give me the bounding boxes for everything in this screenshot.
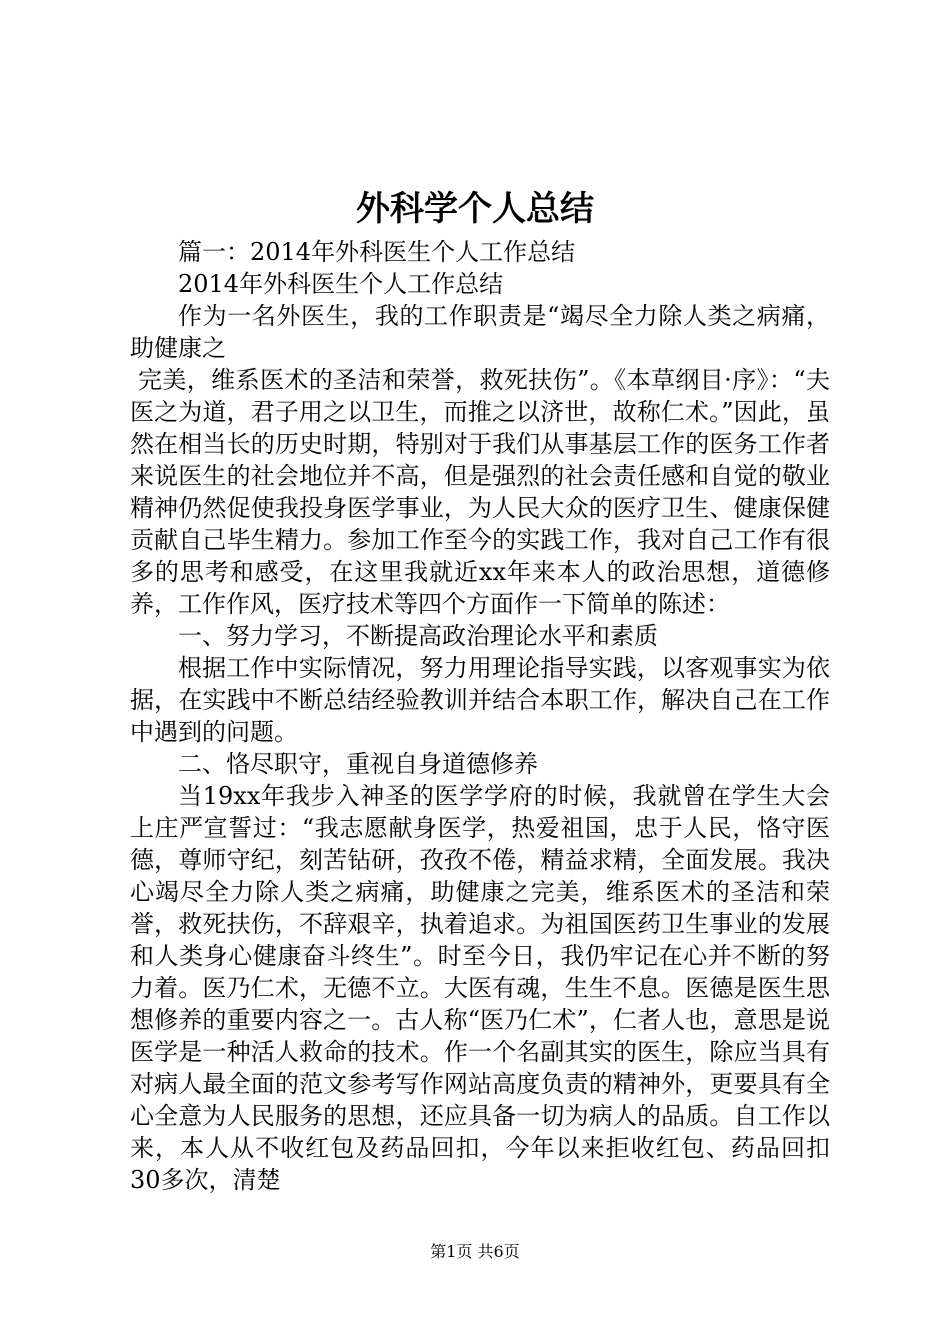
paragraph: 2014年外科医生个人工作总结 — [178, 270, 504, 298]
paragraph: 完美，维系医术的圣洁和荣誉，救死扶伤”。《本草纲目·序》：“夫医之为道，君子用之以卫生，而推之以济世，故称仁术。”因此，虽然在相当长的历史时期，特别对于我们从事基层工作的医务工作者来说医生的社会地位并不高，但是强烈的社会责任感和自觉的敬业精神仍然促使我投身医学事业，为人民大众的医疗卫生、健康保健贡献自己毕生精力。参加工作至今的实践工作，我对自己工作有很多的思考和感受，在这里我就近xx年来本人的政治思想，道德修养，工作作风，医疗技术等四个方面作一下简单的陈述： — [130, 366, 830, 618]
document-title: 外科学个人总结 — [356, 189, 594, 229]
document-body — [130, 236, 830, 1196]
paragraph: 当19xx年我步入神圣的医学学府的时候，我就曾在学生大会上庄严宣誓过：“我志愿献身医学，热爱祖国，忠于人民，恪守医德，尊师守纪，刻苦钻研，孜孜不倦，精益求精，全面发展。我决心竭尽全力除人类之病痛，助健康之完美，维系医术的圣洁和荣誉，救死扶伤，不辞艰辛，执着追求。为祖国医药卫生事业的发展和人类身心健康奋斗终生”。时至今日，我仍牢记在心并不断的努力着。医乃仁术，无德不立。大医有魂，生生不息。医德是医生思想修养的重要内容之一。古人称“医乃仁术”，仁者人也，意思是说医学是一种活人救命的技术。作一个名副其实的医生，除应当具有对病人最全面的范文参考写作网站高度负责的精神外，更要具有全心全意为人民服务的思想，还应具备一切为病人的品质。自工作以来，本人从不收红包及药品回扣，今年以来拒收红包、药品回扣30多次，清楚 — [130, 782, 830, 1194]
paragraph: 作为一名外医生，我的工作职责是“竭尽全力除人类之病痛，助健康之 — [130, 302, 830, 362]
page-footer: 第1页 共6页 — [430, 1242, 520, 1261]
paragraph: 根据工作中实际情况，努力用理论指导实践，以客观事实为依据，在实践中不断总结经验教训并结合本职工作，解决自己在工作中遇到的问题。 — [130, 654, 830, 746]
section-heading: 二、恪尽职守，重视自身道德修养 — [178, 750, 538, 778]
paragraph: 篇一：2014年外科医生个人工作总结 — [178, 238, 576, 266]
section-heading: 一、努力学习，不断提高政治理论水平和素质 — [178, 622, 658, 650]
